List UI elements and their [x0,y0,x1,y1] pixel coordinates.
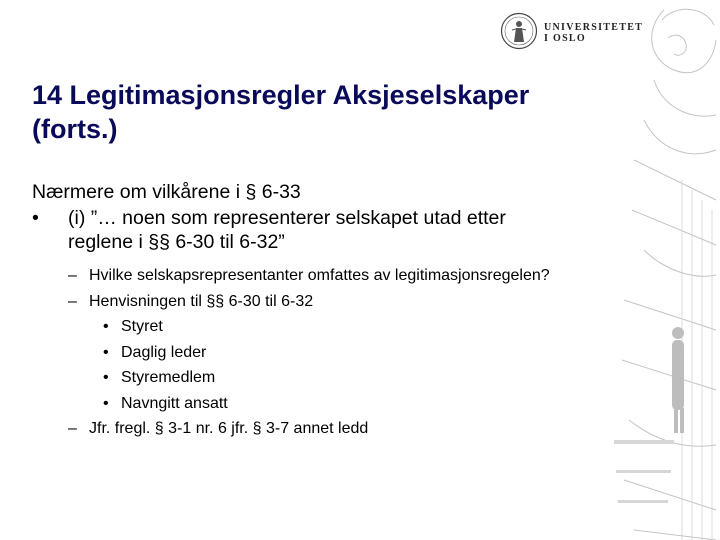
slide-body [32,180,612,442]
sub-sub-item-text: Styret [121,318,163,335]
logo-line-2: I OSLO [544,33,586,44]
bullet-marker: • [103,394,109,412]
quote-line-1: (i) ”… noen som representerer selskapet utad etter [68,207,506,229]
title-line-2: (forts.) [32,114,118,144]
sub-sub-item [32,340,612,366]
logo-line-1: UNIVERSITETET [544,22,644,33]
sub-sub-item [32,314,612,340]
university-logo [500,12,644,52]
slide-title [32,78,612,146]
bullet-marker: • [32,207,39,229]
sub-sub-item-text: Navngitt ansatt [121,394,228,412]
dash-marker: – [68,267,77,284]
dash-marker: – [68,292,77,310]
university-seal-icon [500,12,538,50]
decorative-side-artwork [604,0,720,540]
sub-item-text: Henvisningen til §§ 6-30 til 6-32 [89,292,314,310]
sub-sub-item-text: Styremedlem [121,369,216,386]
bullet-marker: • [103,343,109,361]
sub-sub-item-text: Daglig leder [121,343,207,361]
sub-list [32,263,612,442]
dash-marker: – [68,420,77,437]
sub-item [32,416,612,442]
title-line-1: 14 Legitimasjonsregler Aksjeselskaper [32,80,530,110]
logo-text [544,22,643,44]
intro-text: Nærmere om vilkårene i § 6-33 [32,181,301,203]
bullet-marker: • [103,318,109,335]
sub-item-text: Hvilke selskapsrepresentanter omfattes av legitimasjonsregelen? [89,267,550,284]
sub-sub-item [32,391,612,417]
sub-item [32,289,612,315]
sub-item [32,263,612,289]
bullet-marker: • [103,369,109,386]
quote-bullet [32,206,612,254]
sub-sub-item [32,365,612,391]
sub-item-text: Jfr. fregl. § 3-1 nr. 6 jfr. § 3-7 annet ledd [89,420,369,437]
quote-line-2: reglene i §§ 6-30 til 6-32” [68,231,285,253]
